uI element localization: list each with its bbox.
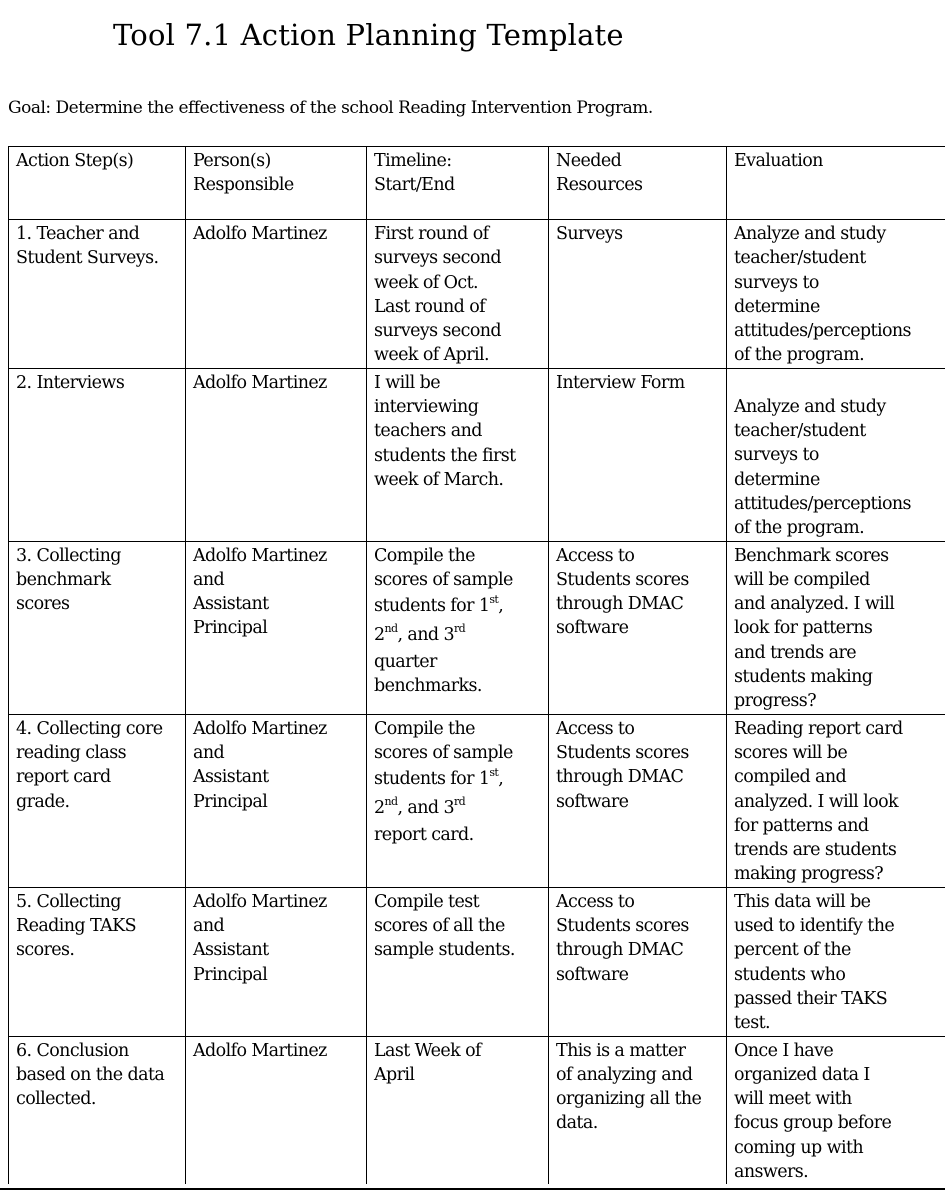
cell-resources: Access to Students scores through DMAC software [549, 541, 727, 714]
table-row [9, 541, 945, 714]
cell-timeline: Compile the scores of sample students for 1st, 2nd, and 3rd quarter benchmarks. [367, 541, 549, 714]
action-plan-table [8, 146, 945, 1184]
cell-person: Adolfo Martinez [186, 220, 367, 369]
cell-resources: Surveys [549, 220, 727, 369]
cell-action-step: 6. Conclusion based on the data collected. [9, 1036, 186, 1184]
header-persons-responsible: Person(s) Responsible [186, 147, 367, 220]
cell-timeline: Last Week of April [367, 1036, 549, 1184]
cell-timeline: First round of surveys second week of Oct. Last round of surveys second week of April. [367, 220, 549, 369]
cell-evaluation: Reading report card scores will be compiled and analyzed. I will look for patterns and trends are students making progress? [727, 714, 945, 887]
cell-action-step: 5. Collecting Reading TAKS scores. [9, 887, 186, 1036]
cell-resources: Interview Form [549, 368, 727, 541]
cell-evaluation: Once I have organized data I will meet with focus group before coming up with answers. [727, 1036, 945, 1184]
cell-action-step: 2. Interviews [9, 368, 186, 541]
cell-action-step: 4. Collecting core reading class report card grade. [9, 714, 186, 887]
cell-evaluation: This data will be used to identify the percent of the students who passed their TAKS test. [727, 887, 945, 1036]
table-row [9, 368, 945, 541]
cell-evaluation: Analyze and study teacher/student surveys to determine attitudes/perceptions of the program. [727, 368, 945, 541]
cell-timeline: I will be interviewing teachers and students the first week of March. [367, 368, 549, 541]
cell-person: Adolfo Martinez and Assistant Principal [186, 714, 367, 887]
table-row [9, 887, 945, 1036]
cell-person: Adolfo Martinez [186, 1036, 367, 1184]
cell-evaluation: Benchmark scores will be compiled and analyzed. I will look for patterns and trends are students making progress? [727, 541, 945, 714]
header-timeline: Timeline: Start/End [367, 147, 549, 220]
cell-resources: Access to Students scores through DMAC software [549, 714, 727, 887]
cell-resources: Access to Students scores through DMAC software [549, 887, 727, 1036]
cell-action-step: 1. Teacher and Student Surveys. [9, 220, 186, 369]
page-title: Tool 7.1 Action Planning Template [113, 18, 624, 52]
header-needed-resources: Needed Resources [549, 147, 727, 220]
cell-person: Adolfo Martinez and Assistant Principal [186, 541, 367, 714]
header-action-steps: Action Step(s) [9, 147, 186, 220]
table-row [9, 1036, 945, 1184]
cell-timeline: Compile test scores of all the sample students. [367, 887, 549, 1036]
cell-resources: This is a matter of analyzing and organizing all the data. [549, 1036, 727, 1184]
cell-action-step: 3. Collecting benchmark scores [9, 541, 186, 714]
table-row [9, 714, 945, 887]
table-header-row [9, 147, 945, 220]
page-bottom-rule [0, 1188, 945, 1190]
cell-person: Adolfo Martinez and Assistant Principal [186, 887, 367, 1036]
cell-timeline: Compile the scores of sample students for 1st, 2nd, and 3rd report card. [367, 714, 549, 887]
header-evaluation: Evaluation [727, 147, 945, 220]
cell-evaluation: Analyze and study teacher/student surveys to determine attitudes/perceptions of the program. [727, 220, 945, 369]
goal-statement: Goal: Determine the effectiveness of the school Reading Intervention Program. [8, 98, 653, 118]
table-row [9, 220, 945, 369]
cell-person: Adolfo Martinez [186, 368, 367, 541]
